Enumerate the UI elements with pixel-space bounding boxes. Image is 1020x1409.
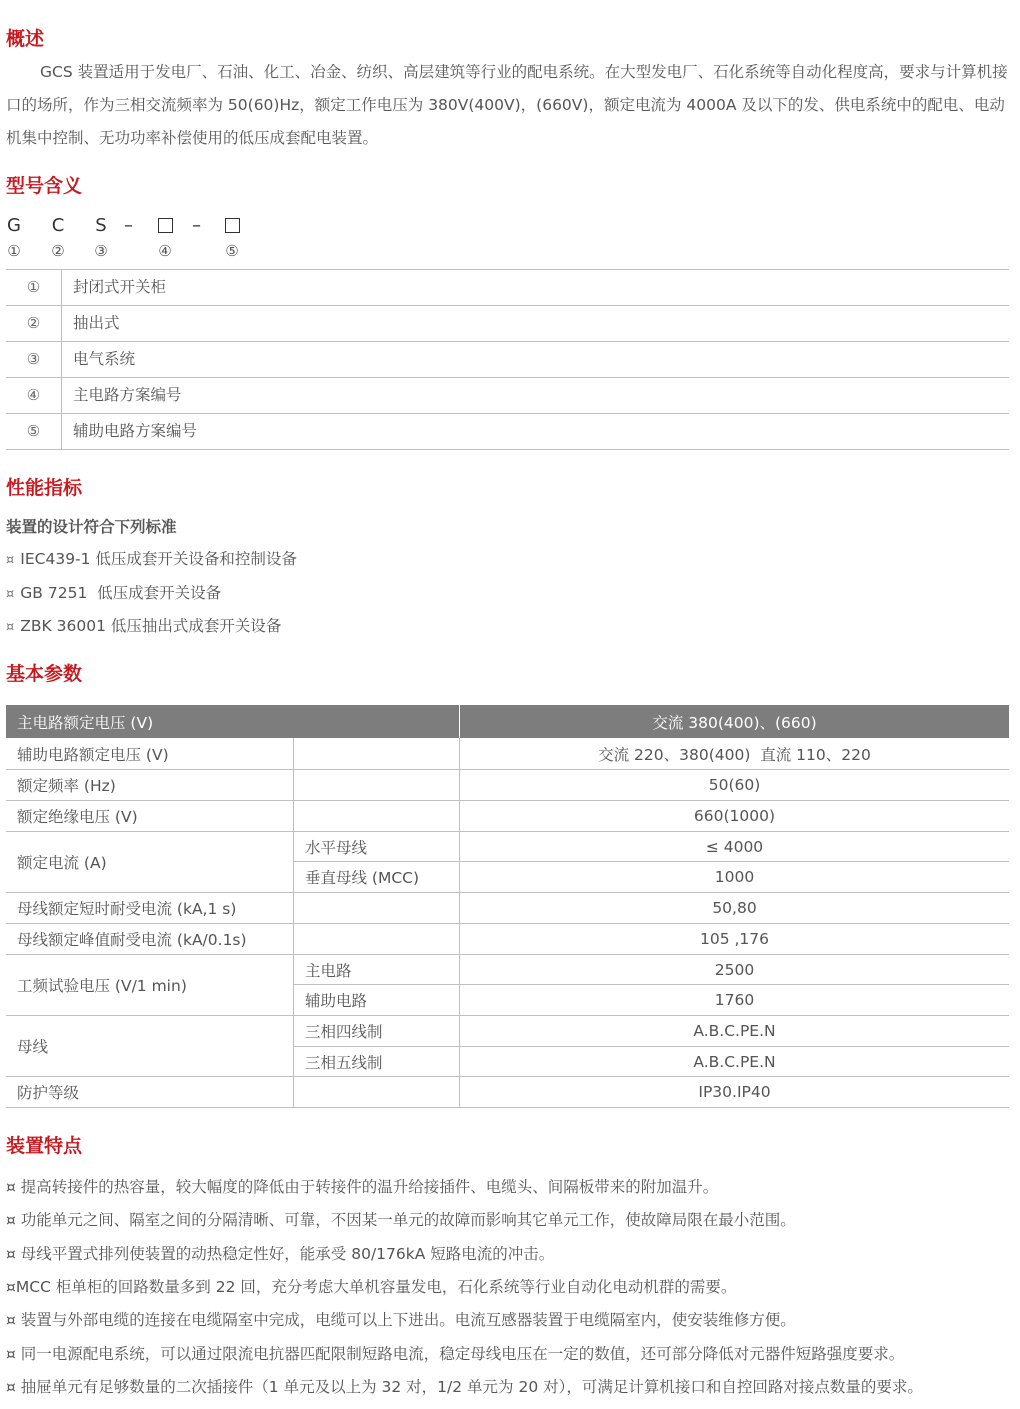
- current-v-value: 1000: [714, 868, 755, 886]
- standard-text: IEC439-1 低压成套开关设备和控制设备: [20, 550, 297, 568]
- feature-item: ¤ 装置与外部电缆的连接在电缆隔室中完成，电缆可以上下进出。电流互感器装置于电缆隔室内，使安装维修方便。: [6, 1311, 796, 1329]
- standard-item: [6, 546, 297, 574]
- features-heading: 装置特点: [6, 1135, 83, 1157]
- freq-value: 50(60): [708, 776, 761, 794]
- standard-item: [6, 613, 281, 641]
- row-text: 辅助电路方案编号: [73, 422, 198, 440]
- performance-heading: 性能指标: [6, 477, 83, 499]
- code-slot-5: [225, 218, 240, 233]
- bus-5-value: A.B.C.PE.N: [693, 1052, 776, 1071]
- row-number: ③: [6, 342, 62, 377]
- feature-item: ¤MCC 柜单柜的回路数量多到 22 回，充分考虑大单机容量发电，石化系统等行业自动化电动机群的需要。: [6, 1278, 737, 1296]
- code-slot-4: [158, 218, 173, 233]
- current-h-label: 水平母线: [305, 838, 368, 857]
- bullet-mark: ¤: [6, 553, 15, 568]
- test-main-label: 主电路: [305, 961, 352, 980]
- bus-4-label: 三相四线制: [305, 1023, 383, 1041]
- standards-subheading: 装置的设计符合下列标准: [6, 518, 177, 536]
- row-text: 封闭式开关柜: [73, 278, 167, 296]
- test-label: 工频试验电压 (V/1 min): [17, 977, 187, 995]
- row-number: ②: [6, 306, 62, 341]
- code-num: ④: [158, 242, 172, 260]
- short-label: 母线额定短时耐受电流 (kA,1 s): [17, 900, 237, 918]
- standard-text: ZBK 36001 低压抽出式成套开关设备: [20, 617, 282, 635]
- current-label: 额定电流 (A): [17, 854, 107, 872]
- freq-label: 额定频率 (Hz): [17, 777, 116, 795]
- params-table: [6, 705, 1009, 1108]
- ip-label: 防护等级: [17, 1084, 80, 1102]
- bullet-mark: ¤: [6, 587, 15, 602]
- params-heading: 基本参数: [6, 663, 83, 685]
- feature-item: ¤ 提高转接件的热容量，较大幅度的降低由于转接件的温升给接插件、电缆头、间隔板带来的附加温升。: [6, 1178, 719, 1196]
- standard-item: [6, 580, 221, 608]
- table-row: [6, 378, 1009, 414]
- feature-item: ¤ 母线平置式排列使装置的动热稳定性好，能承受 80/176kA 短路电流的冲击。: [6, 1245, 555, 1263]
- overview-paragraph: [6, 56, 1010, 155]
- row-number: ①: [6, 270, 62, 305]
- model-heading: 型号含义: [6, 175, 83, 197]
- overview-heading: 概述: [6, 28, 45, 50]
- code-letter-g: G: [7, 215, 21, 236]
- aux-voltage-label: 辅助电路额定电压 (V): [17, 745, 169, 764]
- row-text: 电气系统: [73, 350, 136, 368]
- current-h-value: ≤ 4000: [705, 837, 764, 856]
- row-number: ⑤: [6, 414, 62, 449]
- feature-item: ¤ 功能单元之间、隔室之间的分隔清晰、可靠，不因某一单元的故障而影响其它单元工作，使故障局限在最小范围。: [6, 1211, 796, 1229]
- code-num: ①: [7, 242, 21, 260]
- code-letter-c: C: [51, 215, 65, 236]
- table-row: [6, 306, 1009, 342]
- test-aux-label: 辅助电路: [305, 992, 368, 1010]
- bus-4-value: A.B.C.PE.N: [693, 1022, 776, 1040]
- code-dash-2: –: [192, 215, 201, 236]
- code-num: ②: [51, 242, 65, 260]
- insul-value: 660(1000): [693, 807, 776, 825]
- row-number: ④: [6, 378, 62, 413]
- code-num: ⑤: [225, 242, 239, 260]
- insul-label: 额定绝缘电压 (V): [17, 808, 138, 826]
- peak-label: 母线额定峰值耐受电流 (kA/0.1s): [17, 931, 247, 949]
- feature-item: ¤ 同一电源配电系统，可以通过限流电抗器匹配限制短路电流，稳定母线电压在一定的数值，还可部分降低对元器件短路强度要求。: [6, 1345, 905, 1363]
- ip-value: IP30.IP40: [698, 1083, 771, 1101]
- table-row: [6, 342, 1009, 378]
- row-text: 主电路方案编号: [73, 386, 182, 404]
- code-num: ③: [94, 242, 108, 260]
- test-main-value: 2500: [714, 960, 755, 979]
- aux-voltage-value: 交流 220、380(400) 直流 110、220: [598, 745, 871, 764]
- short-value: 50,80: [712, 899, 757, 917]
- feature-item: ¤ 抽屉单元有足够数量的二次插接件（1 单元及以上为 32 对，1/2 单元为 20 对），可满足计算机接口和自控回路对接点数量的要求。: [6, 1378, 923, 1396]
- bus-5-label: 三相五线制: [305, 1053, 383, 1072]
- overview-text: GCS 装置适用于发电厂、石油、化工、冶金、纺织、高层建筑等行业的配电系统。在大型发电厂、石化系统等自动化程度高，要求与计算机接口的场所，作为三相交流频率为 50(60)Hz，额定工作电压为 380V(400V)，(660V)，额定电流为 4000A 及以下的发、供电系统中的配电、电动机集中控制、无功功率补偿使用的低压成套配电装置。: [6, 63, 1008, 147]
- current-v-label: 垂直母线 (MCC): [305, 869, 420, 887]
- table-row: [6, 270, 1009, 306]
- code-letter-s: S: [95, 215, 107, 236]
- bullet-mark: ¤: [6, 620, 15, 635]
- params-header-value: 交流 380(400)、(660): [460, 705, 1009, 738]
- bus-label: 母线: [17, 1038, 49, 1056]
- standard-text: GB 7251 低压成套开关设备: [20, 584, 222, 602]
- params-header-label: 主电路额定电压 (V): [6, 705, 459, 738]
- test-aux-value: 1760: [714, 991, 755, 1009]
- row-text: 抽出式: [73, 314, 120, 332]
- table-row: [6, 414, 1009, 450]
- model-meaning-table: [6, 269, 1009, 450]
- code-dash-1: –: [124, 215, 133, 236]
- peak-value: 105 ,176: [699, 930, 770, 948]
